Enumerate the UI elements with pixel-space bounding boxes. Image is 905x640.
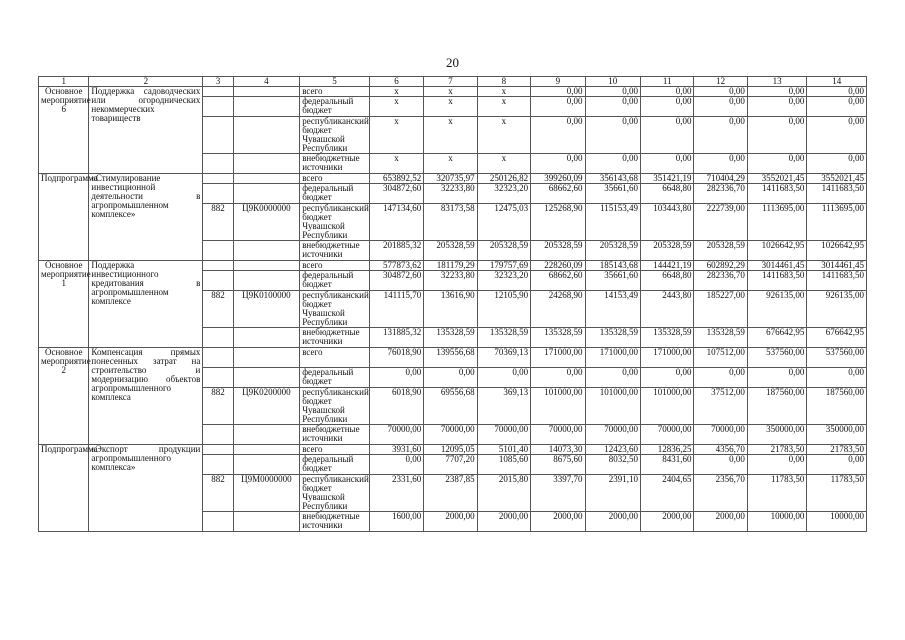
value-cell: 7707,20 (424, 455, 477, 475)
budget-classifier-cell (233, 184, 300, 204)
value-cell: x (369, 97, 423, 117)
column-number: 5 (300, 77, 370, 87)
value-cell: 1026642,95 (807, 241, 867, 261)
value-cell: 2391,10 (585, 475, 640, 512)
value-cell: 0,00 (694, 117, 747, 154)
funding-source: республиканский бюджет Чувашской Республики (300, 388, 370, 425)
value-cell: 14153,49 (585, 291, 640, 328)
table-row (39, 348, 867, 368)
value-cell: 1026642,95 (747, 241, 807, 261)
value-cell: 0,00 (747, 154, 807, 174)
value-cell: 0,00 (694, 455, 747, 475)
budget-classifier-cell (233, 455, 300, 475)
value-cell: 304872,60 (369, 271, 423, 291)
budget-table (38, 76, 867, 532)
value-cell: 1411683,50 (807, 271, 867, 291)
responsible-code-cell (203, 455, 233, 475)
value-cell: 0,00 (807, 97, 867, 117)
funding-source: внебюджетные источники (300, 425, 370, 445)
funding-source: всего (300, 87, 370, 97)
budget-classifier-cell (233, 271, 300, 291)
funding-source: всего (300, 261, 370, 271)
value-cell: 222739,00 (694, 204, 747, 241)
value-cell: 2015,80 (477, 475, 530, 512)
value-cell: 135328,59 (424, 328, 477, 348)
value-cell: 282336,70 (694, 271, 747, 291)
budget-classifier-cell (233, 445, 300, 455)
value-cell: 205328,59 (477, 241, 530, 261)
event-title: Основное мероприятие 6 (39, 87, 89, 174)
budget-classifier-cell: Ц9К0200000 (233, 388, 300, 425)
value-cell: 0,00 (531, 87, 585, 97)
budget-classifier-cell (233, 241, 300, 261)
budget-classifier-cell (233, 154, 300, 174)
value-cell: x (424, 154, 477, 174)
value-cell: 250126,82 (477, 174, 530, 184)
value-cell: x (477, 87, 530, 97)
value-cell: 0,00 (694, 154, 747, 174)
column-number: 12 (694, 77, 747, 87)
event-name: «Экспорт продукции агропромышленного комплекса» (89, 445, 203, 532)
responsible-code-cell (203, 425, 233, 445)
value-cell: 0,00 (747, 117, 807, 154)
value-cell: 537560,00 (747, 348, 807, 368)
value-cell: 70000,00 (585, 425, 640, 445)
value-cell: 3552021,45 (807, 174, 867, 184)
value-cell: 0,00 (585, 368, 640, 388)
value-cell: 147134,60 (369, 204, 423, 241)
value-cell: 115153,49 (585, 204, 640, 241)
value-cell: 0,00 (807, 455, 867, 475)
value-cell: 3397,70 (531, 475, 585, 512)
value-cell: 125268,90 (531, 204, 585, 241)
table-row (39, 174, 867, 184)
value-cell: 70000,00 (477, 425, 530, 445)
value-cell: 171000,00 (641, 348, 694, 368)
page-number: 20 (446, 55, 459, 70)
value-cell: 356143,68 (585, 174, 640, 184)
value-cell: 11783,50 (747, 475, 807, 512)
column-number: 6 (369, 77, 423, 87)
value-cell: 0,00 (477, 368, 530, 388)
value-cell: 101000,00 (585, 388, 640, 425)
value-cell: 35661,60 (585, 271, 640, 291)
value-cell: 0,00 (807, 368, 867, 388)
table-row (39, 445, 867, 455)
value-cell: 6648,80 (641, 184, 694, 204)
value-cell: 350000,00 (807, 425, 867, 445)
event-name: Поддержка садоводческих или огороднических некоммерческих товариществ (89, 87, 203, 174)
value-cell: 0,00 (747, 87, 807, 97)
value-cell: 351421,19 (641, 174, 694, 184)
value-cell: 135328,59 (641, 328, 694, 348)
responsible-code-cell (203, 328, 233, 348)
value-cell: 350000,00 (747, 425, 807, 445)
value-cell: 131885,32 (369, 328, 423, 348)
responsible-code-cell (203, 368, 233, 388)
funding-source: всего (300, 174, 370, 184)
value-cell: 68662,60 (531, 184, 585, 204)
value-cell: x (424, 87, 477, 97)
value-cell: 70000,00 (694, 425, 747, 445)
value-cell: 3014461,45 (747, 261, 807, 271)
budget-classifier-cell (233, 97, 300, 117)
responsible-code-cell (203, 174, 233, 184)
value-cell: 32233,80 (424, 184, 477, 204)
value-cell: x (477, 154, 530, 174)
value-cell: 0,00 (641, 368, 694, 388)
value-cell: 1600,00 (369, 512, 423, 532)
value-cell: 83173,58 (424, 204, 477, 241)
budget-classifier-cell (233, 512, 300, 532)
value-cell: 2387,85 (424, 475, 477, 512)
budget-classifier-cell (233, 174, 300, 184)
event-title: Основное мероприятие 1 (39, 261, 89, 348)
table-row (39, 87, 867, 97)
budget-classifier-cell (233, 328, 300, 348)
value-cell: 76018,90 (369, 348, 423, 368)
value-cell: 0,00 (747, 455, 807, 475)
funding-source: федеральный бюджет (300, 184, 370, 204)
funding-source: федеральный бюджет (300, 368, 370, 388)
value-cell: 171000,00 (531, 348, 585, 368)
value-cell: 12423,60 (585, 445, 640, 455)
value-cell: 179757,69 (477, 261, 530, 271)
value-cell: 0,00 (694, 97, 747, 117)
value-cell: 135328,59 (531, 328, 585, 348)
column-number: 4 (233, 77, 300, 87)
column-number: 1 (39, 77, 89, 87)
value-cell: 0,00 (807, 154, 867, 174)
value-cell: 5101,40 (477, 445, 530, 455)
value-cell: 21783,50 (807, 445, 867, 455)
value-cell: 320735,97 (424, 174, 477, 184)
value-cell: 171000,00 (585, 348, 640, 368)
value-cell: x (369, 154, 423, 174)
value-cell: 926135,00 (807, 291, 867, 328)
value-cell: 181179,29 (424, 261, 477, 271)
value-cell: 1411683,50 (747, 271, 807, 291)
value-cell: x (369, 117, 423, 154)
value-cell: 70000,00 (369, 425, 423, 445)
table-row (39, 261, 867, 271)
value-cell: 0,00 (585, 87, 640, 97)
funding-source: федеральный бюджет (300, 271, 370, 291)
value-cell: 103443,80 (641, 204, 694, 241)
value-cell: 1411683,50 (807, 184, 867, 204)
value-cell: 0,00 (807, 117, 867, 154)
value-cell: 710404,29 (694, 174, 747, 184)
value-cell: 2000,00 (531, 512, 585, 532)
value-cell: x (424, 117, 477, 154)
value-cell: 68662,60 (531, 271, 585, 291)
value-cell: 0,00 (585, 97, 640, 117)
budget-classifier-cell (233, 261, 300, 271)
value-cell: 0,00 (641, 154, 694, 174)
value-cell: 0,00 (585, 154, 640, 174)
value-cell: 70000,00 (424, 425, 477, 445)
value-cell: 2000,00 (424, 512, 477, 532)
value-cell: 32233,80 (424, 271, 477, 291)
responsible-code-cell (203, 97, 233, 117)
funding-source: федеральный бюджет (300, 455, 370, 475)
value-cell: 14073,30 (531, 445, 585, 455)
value-cell: 2000,00 (477, 512, 530, 532)
budget-classifier-cell: Ц9К0100000 (233, 291, 300, 328)
value-cell: 2000,00 (641, 512, 694, 532)
value-cell: 1085,60 (477, 455, 530, 475)
funding-source: республиканский бюджет Чувашской Республики (300, 204, 370, 241)
value-cell: 205328,59 (585, 241, 640, 261)
value-cell: 0,00 (641, 117, 694, 154)
value-cell: 2443,80 (641, 291, 694, 328)
funding-source: республиканский бюджет Чувашской Республики (300, 291, 370, 328)
column-number: 8 (477, 77, 530, 87)
value-cell: 0,00 (369, 455, 423, 475)
value-cell: 676642,95 (747, 328, 807, 348)
value-cell: 2000,00 (694, 512, 747, 532)
value-cell: 2000,00 (585, 512, 640, 532)
value-cell: 4356,70 (694, 445, 747, 455)
value-cell: 205328,59 (424, 241, 477, 261)
value-cell: 676642,95 (807, 328, 867, 348)
value-cell: 228260,09 (531, 261, 585, 271)
responsible-code-cell: 882 (203, 204, 233, 241)
funding-source: внебюджетные источники (300, 328, 370, 348)
value-cell: 0,00 (424, 368, 477, 388)
responsible-code-cell (203, 261, 233, 271)
value-cell: 35661,60 (585, 184, 640, 204)
value-cell: 205328,59 (531, 241, 585, 261)
value-cell: 0,00 (747, 368, 807, 388)
budget-classifier-cell: Ц9М0000000 (233, 475, 300, 512)
value-cell: 101000,00 (641, 388, 694, 425)
value-cell: 37512,00 (694, 388, 747, 425)
value-cell: 205328,59 (694, 241, 747, 261)
value-cell: 201885,32 (369, 241, 423, 261)
value-cell: 187560,00 (747, 388, 807, 425)
value-cell: 205328,59 (641, 241, 694, 261)
responsible-code-cell: 882 (203, 388, 233, 425)
responsible-code-cell (203, 348, 233, 368)
budget-classifier-cell (233, 87, 300, 97)
value-cell: x (477, 97, 530, 117)
value-cell: 1411683,50 (747, 184, 807, 204)
value-cell: 1113695,00 (747, 204, 807, 241)
value-cell: 282336,70 (694, 184, 747, 204)
value-cell: x (424, 97, 477, 117)
responsible-code-cell: 882 (203, 291, 233, 328)
value-cell: 6018,90 (369, 388, 423, 425)
funding-source: всего (300, 348, 370, 368)
value-cell: 141115,70 (369, 291, 423, 328)
value-cell: 8431,60 (641, 455, 694, 475)
responsible-code-cell (203, 512, 233, 532)
value-cell: 0,00 (747, 97, 807, 117)
column-number: 13 (747, 77, 807, 87)
funding-source: внебюджетные источники (300, 512, 370, 532)
column-number: 3 (203, 77, 233, 87)
column-number: 14 (807, 77, 867, 87)
budget-classifier-cell (233, 425, 300, 445)
value-cell: 21783,50 (747, 445, 807, 455)
value-cell: 70000,00 (531, 425, 585, 445)
value-cell: 0,00 (641, 87, 694, 97)
value-cell: 3552021,45 (747, 174, 807, 184)
value-cell: 8675,60 (531, 455, 585, 475)
event-name: Поддержка инвестиционного кредитования в агропромышленном комплексе (89, 261, 203, 348)
value-cell: 0,00 (641, 97, 694, 117)
budget-classifier-cell: Ц9К0000000 (233, 204, 300, 241)
responsible-code-cell (203, 445, 233, 455)
event-name: Компенсация прямых понесенных затрат на строительство и модернизацию объектов агропромышленного комплекса (89, 348, 203, 445)
value-cell: 2404,65 (641, 475, 694, 512)
column-number: 7 (424, 77, 477, 87)
value-cell: 926135,00 (747, 291, 807, 328)
value-cell: 2331,60 (369, 475, 423, 512)
budget-classifier-cell (233, 368, 300, 388)
value-cell: 537560,00 (807, 348, 867, 368)
funding-source: всего (300, 445, 370, 455)
value-cell: 0,00 (694, 368, 747, 388)
value-cell: 12095,05 (424, 445, 477, 455)
value-cell: x (369, 87, 423, 97)
value-cell: 69556,68 (424, 388, 477, 425)
value-cell: 135328,59 (477, 328, 530, 348)
value-cell: 577873,62 (369, 261, 423, 271)
value-cell: 3014461,45 (807, 261, 867, 271)
value-cell: 369,13 (477, 388, 530, 425)
responsible-code-cell (203, 184, 233, 204)
column-number: 9 (531, 77, 585, 87)
event-name: «Стимулирование инвестиционной деятельности в агропромышленном комплексе» (89, 174, 203, 261)
value-cell: 3931,60 (369, 445, 423, 455)
value-cell: 139556,68 (424, 348, 477, 368)
value-cell: 304872,60 (369, 184, 423, 204)
column-number: 10 (585, 77, 640, 87)
value-cell: 12475,03 (477, 204, 530, 241)
value-cell: 135328,59 (585, 328, 640, 348)
responsible-code-cell (203, 241, 233, 261)
column-number: 2 (89, 77, 203, 87)
value-cell: 12105,90 (477, 291, 530, 328)
value-cell: 0,00 (585, 117, 640, 154)
value-cell: 185143,68 (585, 261, 640, 271)
funding-source: внебюджетные источники (300, 241, 370, 261)
value-cell: 185227,00 (694, 291, 747, 328)
value-cell: 2356,70 (694, 475, 747, 512)
value-cell: 10000,00 (807, 512, 867, 532)
event-title: Подпрограмма (39, 445, 89, 532)
value-cell: 0,00 (531, 368, 585, 388)
value-cell: 0,00 (694, 87, 747, 97)
funding-source: внебюджетные источники (300, 154, 370, 174)
funding-source: республиканский бюджет Чувашской Республики (300, 475, 370, 512)
value-cell: 135328,59 (694, 328, 747, 348)
value-cell: 8032,50 (585, 455, 640, 475)
value-cell: x (477, 117, 530, 154)
value-cell: 0,00 (531, 97, 585, 117)
responsible-code-cell (203, 117, 233, 154)
value-cell: 10000,00 (747, 512, 807, 532)
responsible-code-cell: 882 (203, 475, 233, 512)
responsible-code-cell (203, 87, 233, 97)
value-cell: 107512,00 (694, 348, 747, 368)
value-cell: 0,00 (531, 154, 585, 174)
budget-classifier-cell (233, 117, 300, 154)
value-cell: 101000,00 (531, 388, 585, 425)
value-cell: 144421,19 (641, 261, 694, 271)
funding-source: республиканский бюджет Чувашской Республики (300, 117, 370, 154)
column-number-row (39, 77, 867, 87)
value-cell: 399260,09 (531, 174, 585, 184)
value-cell: 187560,00 (807, 388, 867, 425)
value-cell: 0,00 (807, 87, 867, 97)
value-cell: 32323,20 (477, 271, 530, 291)
value-cell: 70369,13 (477, 348, 530, 368)
value-cell: 0,00 (369, 368, 423, 388)
value-cell: 1113695,00 (807, 204, 867, 241)
value-cell: 653892,52 (369, 174, 423, 184)
value-cell: 12836,25 (641, 445, 694, 455)
value-cell: 0,00 (531, 117, 585, 154)
value-cell: 13616,90 (424, 291, 477, 328)
funding-source: федеральный бюджет (300, 97, 370, 117)
value-cell: 24268,90 (531, 291, 585, 328)
event-title: Подпрограмма (39, 174, 89, 261)
value-cell: 70000,00 (641, 425, 694, 445)
value-cell: 6648,80 (641, 271, 694, 291)
value-cell: 602892,29 (694, 261, 747, 271)
event-title: Основное мероприятие 2 (39, 348, 89, 445)
column-number: 11 (641, 77, 694, 87)
value-cell: 11783,50 (807, 475, 867, 512)
value-cell: 32323,20 (477, 184, 530, 204)
budget-classifier-cell (233, 348, 300, 368)
responsible-code-cell (203, 271, 233, 291)
responsible-code-cell (203, 154, 233, 174)
